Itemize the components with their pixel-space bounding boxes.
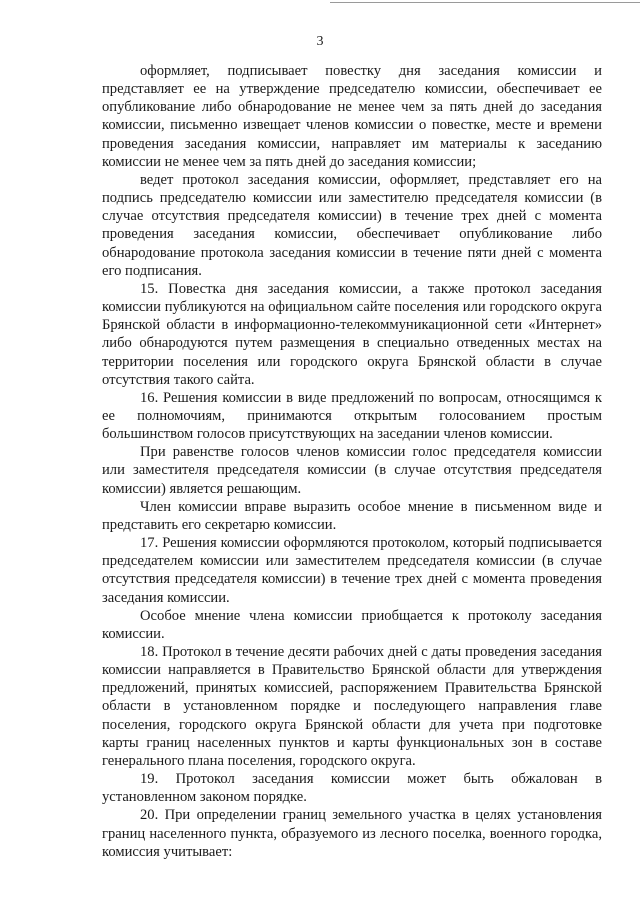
paragraph-17: 17. Решения комиссии оформляются протоколом, который подписывается председателем комиссии или заместителем председателя комиссии (в случае отсутствия председателя комиссии) в течение трех дней с момента проведения заседания комиссии. <box>102 535 602 606</box>
paragraph-secretary-agenda: оформляет, подписывает повестку дня заседания комиссии и представляет ее на утверждение председателю комиссии, обеспечивает ее опубликование либо обнародование не менее чем за пять дней до заседания комиссии, письменно извещает членов комиссии о повестке, месте и времени проведения заседания комиссии, направляет им материалы к заседанию комиссии не менее чем за пять дней до заседания комиссии; <box>102 63 602 170</box>
document-body <box>102 62 602 861</box>
paragraph-16: 16. Решения комиссии в виде предложений по вопросам, относящимся к ее полномочиям, принимаются открытым голосованием простым большинством голосов присутствующих на заседании членов комиссии. <box>102 389 602 443</box>
paragraph-20: 20. При определении границ земельного участка в целях установления границ населенного пункта, образуемого из лесного поселка, военного городка, комиссия учитывает: <box>102 807 602 860</box>
paragraph-dissenting-opinion: Член комиссии вправе выразить особое мнение в письменном виде и представить его секретарю комиссии. <box>102 498 602 533</box>
paragraph-tie-vote: При равенстве голосов членов комиссии голос председателя комиссии или заместителя председателя комиссии (в случае отсутствия председателя комиссии) является решающим. <box>102 444 602 497</box>
paragraph-19: 19. Протокол заседания комиссии может быть обжалован в установленном законом порядке. <box>102 771 602 806</box>
paragraph-secretary-minutes: ведет протокол заседания комиссии, оформляет, представляет его на подпись председателю комиссии или заместителю председателя комиссии (в случае отсутствия председателя комиссии) в течение трех дней с момента проведения заседания комиссии, обеспечивает опубликование либо обнародование протокола заседания комиссии в течение пяти дней с момента его подписания. <box>102 171 602 279</box>
paragraph-15: 15. Повестка дня заседания комиссии, а также протокол заседания комиссии публикуются на официальном сайте поселения или городского округа Брянской области в информационно-телекоммуникационной сети «Интернет» либо обнародуются путем размещения в специально отведенных местах на территории поселения или городского округа Брянской области в случае отсутствия такого сайта. <box>102 280 602 388</box>
paragraph-opinion-attached: Особое мнение члена комиссии приобщается к протоколу заседания комиссии. <box>102 607 602 642</box>
paragraph-18: 18. Протокол в течение десяти рабочих дней с даты проведения заседания комиссии направляется в Правительство Брянской области для утверждения предложений, принятых комиссией, распоряжением Правительства Брянской области в установленном порядке и последующего направления главе поселения, городского округа Брянской области для учета при подготовке карты границ населенных пунктов и карты функциональных зон в составе генерального плана поселения, городского округа. <box>102 644 602 769</box>
top-rule <box>330 2 640 3</box>
page-number: 3 <box>316 34 324 49</box>
